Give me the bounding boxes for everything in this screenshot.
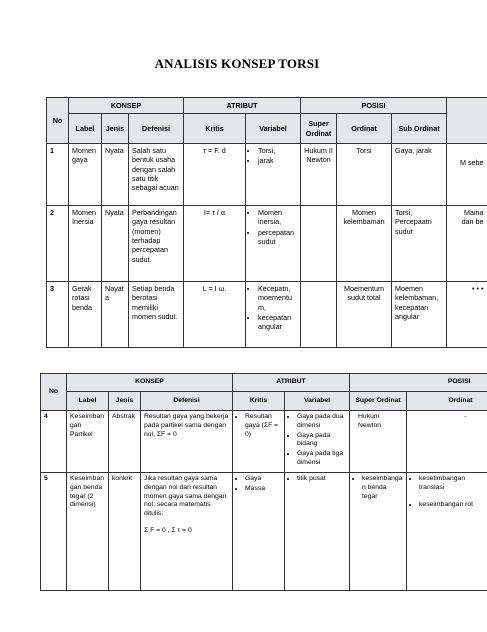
cell-label: Momen Inersia — [69, 206, 102, 282]
cell-jenis: Nyata — [102, 206, 129, 282]
cell-label: Keseimbangan benda tegar (2 dimensi) — [67, 473, 109, 591]
cell-variabel — [285, 411, 350, 473]
kritis-item: • Massa — [245, 485, 281, 494]
header-atribut: ATRIBUT — [233, 374, 350, 392]
page-title: ANALISIS KONSEP TORSI — [154, 56, 320, 71]
ordinat-item: • kesetimbangan translasi — [419, 475, 484, 493]
table-row — [47, 282, 487, 348]
cell-variabel — [246, 282, 301, 348]
cell-jenis: Abstrak — [109, 411, 141, 473]
variabel-item: • percepatan sudut — [258, 228, 297, 247]
concept-table-2 — [40, 373, 487, 591]
variabel-item: • Momen inersia, — [258, 208, 297, 227]
cell-kritis: L = I ω. — [184, 282, 246, 348]
header-sub-ordinat: Sub Ordinat — [392, 114, 447, 144]
cell-ordinat: Momen kelembaman — [337, 206, 392, 282]
header-no: No — [47, 98, 69, 144]
cell-jenis: Nyata — [102, 144, 129, 206]
cell-defenisi: Salah satu bentuk usaha dengan salah satu titik sebagai acuan — [129, 144, 184, 206]
variabel-item: • titik pusat — [297, 475, 346, 484]
cell-extra: Maina dan be — [447, 206, 487, 282]
cell-super-ordinat — [301, 282, 337, 348]
cell-extra: • • • — [447, 282, 487, 348]
header-defenisi: Defenisi — [141, 392, 233, 411]
cell-kritis — [233, 411, 285, 473]
cell-variabel — [285, 473, 350, 591]
header-variabel: Variabel — [246, 114, 301, 144]
cell-ordinat: Torsi — [337, 144, 392, 206]
header-posisi: POSISI — [350, 374, 487, 392]
table-row — [47, 206, 487, 282]
header-kritis: Kritis — [233, 392, 285, 411]
header-label: Label — [69, 114, 102, 144]
kritis-item: • Resultan gaya (ΣF = 0) — [245, 413, 281, 439]
header-konsep: KONSEP — [67, 374, 233, 392]
cell-variabel — [246, 206, 301, 282]
row-number: 2 — [47, 206, 69, 282]
header-konsep: KONSEP — [69, 98, 184, 114]
cell-defenisi: Setiap benda berotasi memiliki momen sudut. — [129, 282, 184, 348]
cell-super-ordinat: Hukum Newton — [350, 411, 407, 473]
header-ordinat: Ordinat — [337, 114, 392, 144]
header-no: No — [41, 374, 67, 411]
variabel-item: • Torsi, — [258, 146, 297, 155]
defenisi-text: Jika resultan gaya sama dengan nol dan resultan momen gaya sama dengan nol, secara matematis ditulis: — [144, 475, 227, 518]
row-number: 4 — [41, 411, 67, 473]
cell-ordinat — [407, 473, 487, 591]
kritis-item: • Gaya — [245, 475, 281, 484]
header-posisi: POSISI — [301, 98, 447, 114]
header-defenisi: Defenisi — [129, 114, 184, 144]
header-super-ordinat: Super Ordinat — [301, 114, 337, 144]
cell-variabel — [246, 144, 301, 206]
cell-kritis: I= τ / α — [184, 206, 246, 282]
cell-label: Momen gaya — [69, 144, 102, 206]
header-extra — [447, 98, 487, 144]
ordinat-item: • keseimbangan rot — [419, 501, 484, 510]
cell-ordinat: - — [407, 411, 487, 473]
header-atribut: ATRIBUT — [184, 98, 301, 114]
variabel-item: • kecepatan angular — [258, 313, 297, 332]
row-number: 1 — [47, 144, 69, 206]
variabel-item: • Gaya pada dua dimensi — [297, 413, 346, 431]
header-super-ordinat: Super Ordinat — [350, 392, 407, 411]
row-number: 3 — [47, 282, 69, 348]
variabel-item: • Gaya pada tiga dimensi — [297, 450, 346, 468]
cell-super-ordinat — [301, 206, 337, 282]
cell-defenisi: Perbandingan gaya resultan (momen) terhadap percepatan sudut. — [129, 206, 184, 282]
row-number: 5 — [41, 473, 67, 591]
table-row — [41, 473, 487, 591]
cell-sub-ordinat: Torsi, Percepaatn sudut — [392, 206, 447, 282]
header-jenis: Jenis — [109, 392, 141, 411]
variabel-item: • jarak — [258, 156, 297, 165]
header-jenis: Jenis — [102, 114, 129, 144]
header-variabel: Variabel — [285, 392, 350, 411]
cell-kritis — [233, 473, 285, 591]
cell-super-ordinat: Hukum II Newton — [301, 144, 337, 206]
variabel-item: • Gaya pada bidang — [297, 432, 346, 450]
concept-table-1 — [46, 97, 487, 348]
cell-jenis: konkrit — [109, 473, 141, 591]
cell-super-ordinat — [350, 473, 407, 591]
header-label: Label — [67, 392, 109, 411]
cell-label: Gerak rotasi benda — [69, 282, 102, 348]
defenisi-formula: Σ F = 0 , Σ τ = 0 — [144, 527, 192, 535]
cell-jenis: Nayata — [102, 282, 129, 348]
cell-defenisi: Resultan gaya yang bekerja pada partikel sama dengan nol, ΣF = 0 — [141, 411, 233, 473]
table-row — [41, 411, 487, 473]
header-ordinat: Ordinat — [407, 392, 487, 411]
cell-defenisi — [141, 473, 233, 591]
cell-sub-ordinat: Moemen kelembaman, kecepatan angular — [392, 282, 447, 348]
cell-kritis: τ = F. d — [184, 144, 246, 206]
cell-ordinat: Moementum sudut total — [337, 282, 392, 348]
cell-label: Keseimbangan Partikel — [67, 411, 109, 473]
variabel-item: • Kecepatn, moementum, — [258, 284, 297, 312]
super-ordinat-item: • keseimbangan benda tegar — [362, 475, 403, 501]
header-kritis: Kritis — [184, 114, 246, 144]
cell-extra: M sebe — [447, 144, 487, 206]
table-row — [47, 144, 487, 206]
cell-sub-ordinat: Gaya, jarak — [392, 144, 447, 206]
